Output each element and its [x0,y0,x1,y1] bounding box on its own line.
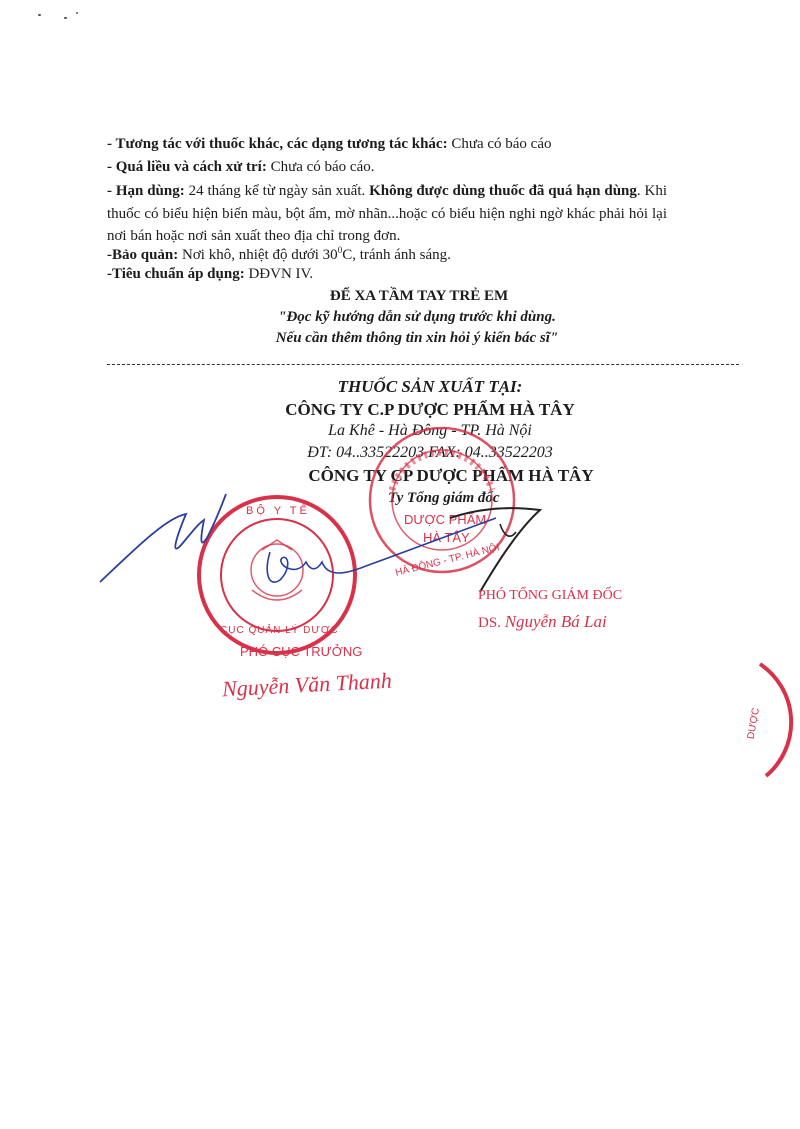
interactions-value: Chưa có báo cáo [447,136,552,152]
standard-value: DĐVN IV. [244,266,314,282]
company-deputy-prefix: DS. [478,615,501,631]
overdose-label: - Quá liều và cách xử trí: [107,159,267,175]
standard-label: -Tiêu chuẩn áp dụng: [107,266,245,282]
company-deputy-name-line [478,612,607,632]
storage-label: -Bảo quản: [107,247,179,263]
ask-doctor-line: Nếu cần thêm thông tin xin hỏi ý kiến bác sĩ" [275,330,559,346]
manufacturer-phone-fax: ĐT: 04..33522203 FAX: 04..33522203 [307,444,553,461]
scan-speck [38,14,41,16]
overdose-value: Chưa có báo cáo. [266,159,375,175]
authority-deputy-title: PHÓ CỤC TRƯỞNG [240,644,363,659]
edge-stamp-text: DƯỢC [745,707,762,740]
company-deputy-title: PHÓ TỔNG GIÁM ĐỐC [478,588,623,603]
storage-line [107,245,451,264]
company-deputy-name: Nguyễn Bá Lai [504,612,607,631]
storage-degree: 0 [337,245,343,255]
read-instructions-line: "Đọc kỹ hướng dẫn sử dụng trước khi dùng. [278,309,556,325]
scan-speck [64,17,67,19]
shelf-life-rest: . Khi thuốc có biểu hiện biến màu, bột ẩm, mờ nhãn...hoặc có biểu hiện nghi ngờ khác phải hỏi lại nơi bán hoặc nơi sản xuất theo địa chỉ trong đơn. [107,183,667,244]
interactions-line [107,136,552,153]
company-stamp-center-2: HÀ TÂY [423,530,470,545]
standard-line [107,266,313,283]
signing-company: CÔNG TY CP DƯỢC PHẨM HÀ TÂY [308,466,594,485]
manufacturer-heading: THUỐC SẢN XUẤT TẠI: [337,377,523,396]
shelf-life-label: - Hạn dùng: [107,183,185,199]
shelf-life-value: 24 tháng kể từ ngày sản xuất. [184,183,370,199]
company-stamp-ring-bottom: HÀ ĐÔNG - TP. HÀ NỘI [394,542,501,579]
overdose-line [107,159,375,176]
storage-value-pre: Nơi khô, nhiệt độ dưới 30 [178,247,338,263]
manufacturer-address: La Khê - Hà Đông - TP. Hà Nội [328,422,532,439]
scan-speck [76,12,78,14]
shelf-life-paragraph [107,180,667,248]
interactions-label: - Tương tác với thuốc khác, các dạng tương tác khác: [107,136,448,152]
authority-deputy-name: Nguyễn Văn Thanh [221,667,393,702]
ministry-stamp-top: BỘ Y TẾ [246,505,310,517]
ministry-stamp-bottom: CỤC QUẢN LÝ DƯỢC [220,625,339,636]
on-behalf-title: Tổng giám đốc [407,490,500,506]
section-divider [107,364,739,365]
authority-signature [96,488,516,608]
keep-away-warning: ĐỂ XA TẦM TAY TRẺ EM [329,288,509,304]
manufacturer-company: CÔNG TY C.P DƯỢC PHẨM HÀ TÂY [285,400,575,419]
company-stamp-center-1: DƯỢC PHẨM [404,512,487,527]
shelf-life-warning: Không được dùng thuốc đã quá hạn dùng [369,183,637,199]
on-behalf-prefix: Ty [388,490,404,506]
storage-value-post: C, tránh ánh sáng. [342,247,451,263]
